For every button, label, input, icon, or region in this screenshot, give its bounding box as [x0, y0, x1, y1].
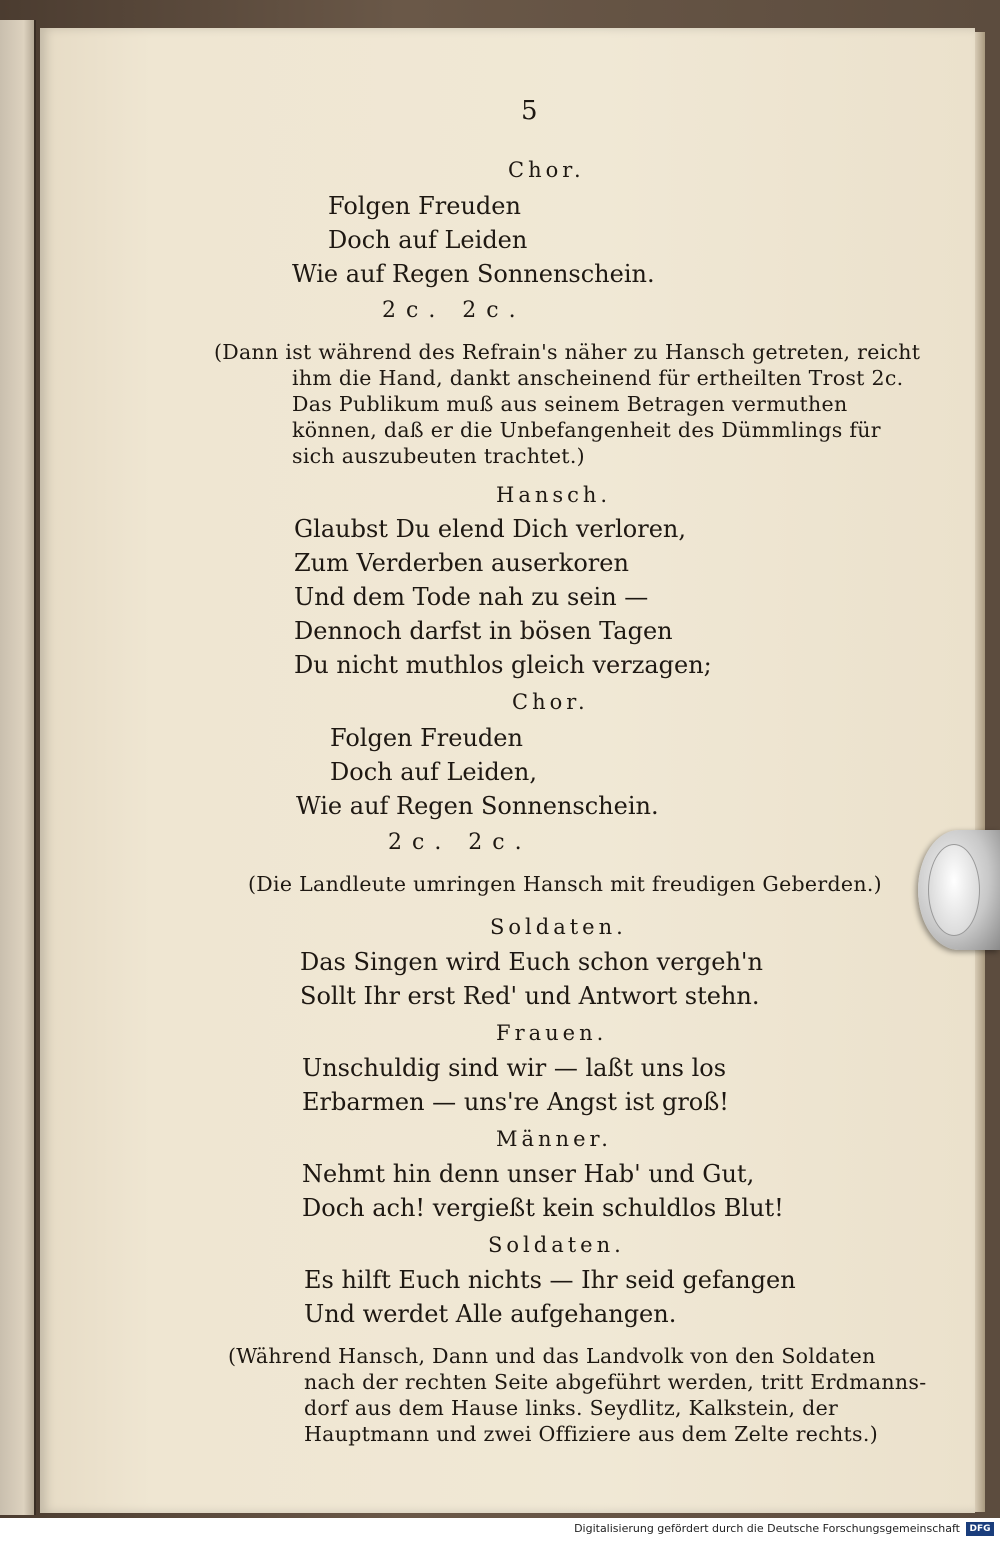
stage-direction: Hauptmann und zwei Offiziere aus dem Zelte rechts.)	[304, 1422, 878, 1446]
clip-reflection	[928, 844, 980, 936]
verse-line: Doch ach! vergießt kein schuldlos Blut!	[302, 1194, 784, 1222]
stage-direction: ihm die Hand, dankt anscheinend für ertheilten Trost 2c.	[292, 366, 904, 390]
verse-line: Folgen Freuden	[328, 192, 521, 220]
etc-mark: 2c. 2c.	[388, 830, 532, 855]
page-clip	[918, 830, 1000, 950]
footer-credit: Digitalisierung gefördert durch die Deutsche Forschungsgemeinschaft	[574, 1522, 960, 1535]
footer-bar	[0, 1518, 1000, 1541]
verse-line: Und dem Tode nah zu sein —	[294, 583, 649, 611]
speaker-soldaten: Soldaten.	[488, 1233, 625, 1257]
verse-line: Dennoch darfst in bösen Tagen	[294, 617, 673, 645]
stage-direction: Das Publikum muß aus seinem Betragen vermuthen	[292, 392, 848, 416]
verse-line: Zum Verderben auserkoren	[294, 549, 629, 577]
verse-line: Es hilft Euch nichts — Ihr seid gefangen	[304, 1266, 796, 1294]
speaker-hansch: Hansch.	[496, 483, 612, 507]
speaker-frauen: Frauen.	[496, 1021, 608, 1045]
speaker-maenner: Männer.	[496, 1127, 612, 1151]
verse-line: Wie auf Regen Sonnenschein.	[292, 260, 655, 288]
verse-line: Nehmt hin denn unser Hab' und Gut,	[302, 1160, 755, 1188]
verse-line: Folgen Freuden	[330, 724, 523, 752]
speaker-chor: Chor.	[512, 690, 589, 714]
verse-line: Sollt Ihr erst Red' und Antwort stehn.	[300, 982, 760, 1010]
stage-direction: (Während Hansch, Dann und das Landvolk von den Soldaten	[228, 1344, 876, 1368]
verse-line: Doch auf Leiden	[328, 226, 528, 254]
facing-page-edge	[0, 20, 36, 1515]
speaker-chor: Chor.	[508, 158, 585, 182]
dfg-logo: DFG	[966, 1522, 994, 1536]
verse-line: Unschuldig sind wir — laßt uns los	[302, 1054, 727, 1082]
page-number: 5	[521, 96, 538, 126]
verse-line: Du nicht muthlos gleich verzagen;	[294, 651, 712, 679]
verse-line: Glaubst Du elend Dich verloren,	[294, 515, 686, 543]
verse-line: Wie auf Regen Sonnenschein.	[296, 792, 659, 820]
speaker-soldaten: Soldaten.	[490, 915, 627, 939]
verse-line: Und werdet Alle aufgehangen.	[304, 1300, 677, 1328]
stage-direction: (Die Landleute umringen Hansch mit freudigen Geberden.)	[248, 872, 882, 896]
page-stack-edge	[975, 32, 985, 1512]
stage-direction: nach der rechten Seite abgeführt werden, tritt Erdmanns-	[304, 1370, 927, 1394]
stage-direction: (Dann ist während des Refrain's näher zu Hansch getreten, reicht	[214, 340, 921, 364]
verse-line: Erbarmen — uns're Angst ist groß!	[302, 1088, 729, 1116]
verse-line: Das Singen wird Euch schon vergeh'n	[300, 948, 763, 976]
stage-direction: dorf aus dem Hause links. Seydlitz, Kalkstein, der	[304, 1396, 839, 1420]
etc-mark: 2c. 2c.	[382, 298, 526, 323]
stage-direction: sich auszubeuten trachtet.)	[292, 444, 585, 468]
verse-line: Doch auf Leiden,	[330, 758, 537, 786]
stage-direction: können, daß er die Unbefangenheit des Dümmlings für	[292, 418, 881, 442]
